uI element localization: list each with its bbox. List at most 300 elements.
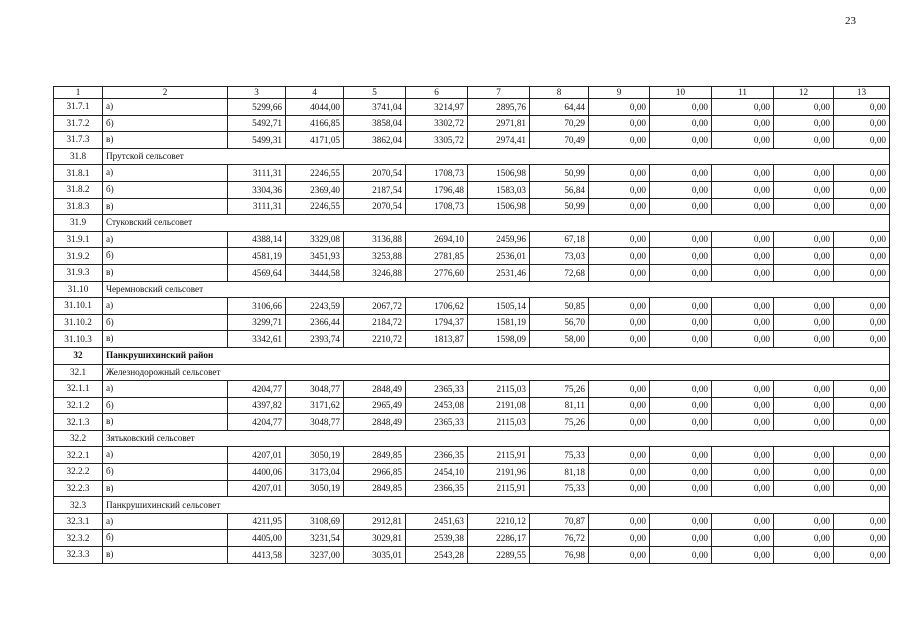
value-cell: 0,00 — [650, 530, 712, 547]
value-cell: 0,00 — [774, 331, 834, 348]
row-code: 32.2.3 — [54, 480, 103, 497]
value-cell: 0,00 — [834, 132, 890, 149]
row-code: 31.7.1 — [54, 99, 103, 116]
value-cell: 0,00 — [650, 447, 712, 464]
value-cell: 4413,58 — [228, 547, 286, 564]
table-row — [54, 198, 890, 215]
value-cell: 75,26 — [530, 381, 589, 398]
value-cell: 1598,09 — [468, 331, 530, 348]
row-code: 32.3.2 — [54, 530, 103, 547]
value-cell: 3035,01 — [344, 547, 406, 564]
row-label: а) — [103, 447, 228, 464]
council-name: Зятьковский сельсовет — [103, 430, 890, 447]
value-cell: 0,00 — [589, 231, 650, 248]
section-row — [54, 430, 890, 447]
value-cell: 0,00 — [712, 165, 774, 182]
row-label: а) — [103, 381, 228, 398]
value-cell: 0,00 — [712, 480, 774, 497]
column-number: 2 — [103, 87, 228, 99]
value-cell: 0,00 — [589, 414, 650, 431]
value-cell: 0,00 — [650, 115, 712, 132]
value-cell: 0,00 — [650, 414, 712, 431]
value-cell: 4569,64 — [228, 264, 286, 281]
row-code: 31.7.2 — [54, 115, 103, 132]
value-cell: 3302,72 — [406, 115, 468, 132]
value-cell: 4207,01 — [228, 447, 286, 464]
value-cell: 0,00 — [834, 513, 890, 530]
value-cell: 5299,66 — [228, 99, 286, 116]
value-cell: 0,00 — [589, 397, 650, 414]
value-cell: 2536,01 — [468, 248, 530, 265]
value-cell: 81,18 — [530, 464, 589, 481]
value-cell: 3329,08 — [286, 231, 344, 248]
row-code: 31.8.1 — [54, 165, 103, 182]
value-cell: 1708,73 — [406, 165, 468, 182]
value-cell: 0,00 — [712, 547, 774, 564]
value-cell: 4581,19 — [228, 248, 286, 265]
row-label: б) — [103, 397, 228, 414]
value-cell: 2848,49 — [344, 381, 406, 398]
row-label: б) — [103, 115, 228, 132]
value-cell: 0,00 — [834, 115, 890, 132]
table-row — [54, 547, 890, 564]
row-code: 32.1.2 — [54, 397, 103, 414]
table-row — [54, 381, 890, 398]
value-cell: 2366,35 — [406, 480, 468, 497]
value-cell: 3342,61 — [228, 331, 286, 348]
value-cell: 2366,44 — [286, 314, 344, 331]
value-cell: 0,00 — [650, 99, 712, 116]
column-number: 10 — [650, 87, 712, 99]
value-cell: 0,00 — [650, 547, 712, 564]
section-row — [54, 364, 890, 381]
value-cell: 4405,00 — [228, 530, 286, 547]
value-cell: 0,00 — [712, 513, 774, 530]
value-cell: 3050,19 — [286, 480, 344, 497]
value-cell: 2191,96 — [468, 464, 530, 481]
row-label: в) — [103, 132, 228, 149]
value-cell: 3050,19 — [286, 447, 344, 464]
value-cell: 3048,77 — [286, 381, 344, 398]
value-cell: 0,00 — [774, 298, 834, 315]
value-cell: 2965,49 — [344, 397, 406, 414]
value-cell: 2366,35 — [406, 447, 468, 464]
table-row — [54, 298, 890, 315]
value-cell: 0,00 — [834, 381, 890, 398]
value-cell: 0,00 — [834, 397, 890, 414]
value-cell: 73,03 — [530, 248, 589, 265]
value-cell: 0,00 — [712, 530, 774, 547]
value-cell: 4171,05 — [286, 132, 344, 149]
value-cell: 2365,33 — [406, 414, 468, 431]
value-cell: 2776,60 — [406, 264, 468, 281]
value-cell: 50,99 — [530, 165, 589, 182]
value-cell: 0,00 — [712, 397, 774, 414]
row-label: б) — [103, 181, 228, 198]
council-name: Прутской сельсовет — [103, 148, 890, 165]
table-header-row — [54, 87, 890, 99]
value-cell: 4204,77 — [228, 381, 286, 398]
table-row — [54, 464, 890, 481]
value-cell: 2115,91 — [468, 447, 530, 464]
row-label: а) — [103, 231, 228, 248]
value-cell: 0,00 — [589, 165, 650, 182]
value-cell: 3862,04 — [344, 132, 406, 149]
value-cell: 0,00 — [774, 181, 834, 198]
value-cell: 0,00 — [589, 464, 650, 481]
value-cell: 56,84 — [530, 181, 589, 198]
table-row — [54, 513, 890, 530]
row-code: 31.9.2 — [54, 248, 103, 265]
value-cell: 0,00 — [650, 381, 712, 398]
value-cell: 0,00 — [774, 513, 834, 530]
value-cell: 1506,98 — [468, 165, 530, 182]
row-code: 32.2.1 — [54, 447, 103, 464]
value-cell: 1706,62 — [406, 298, 468, 315]
value-cell: 2849,85 — [344, 480, 406, 497]
value-cell: 0,00 — [650, 513, 712, 530]
value-cell: 0,00 — [589, 314, 650, 331]
value-cell: 0,00 — [589, 264, 650, 281]
value-cell: 70,49 — [530, 132, 589, 149]
value-cell: 0,00 — [774, 115, 834, 132]
value-cell: 0,00 — [712, 331, 774, 348]
value-cell: 2191,08 — [468, 397, 530, 414]
value-cell: 0,00 — [774, 480, 834, 497]
column-number: 11 — [712, 87, 774, 99]
value-cell: 1505,14 — [468, 298, 530, 315]
value-cell: 1506,98 — [468, 198, 530, 215]
value-cell: 3048,77 — [286, 414, 344, 431]
value-cell: 72,68 — [530, 264, 589, 281]
row-code: 32.1 — [54, 364, 103, 381]
value-cell: 76,72 — [530, 530, 589, 547]
value-cell: 56,70 — [530, 314, 589, 331]
value-cell: 0,00 — [834, 264, 890, 281]
value-cell: 4044,00 — [286, 99, 344, 116]
value-cell: 0,00 — [712, 115, 774, 132]
value-cell: 2393,74 — [286, 331, 344, 348]
value-cell: 0,00 — [774, 530, 834, 547]
value-cell: 1581,19 — [468, 314, 530, 331]
value-cell: 3444,58 — [286, 264, 344, 281]
value-cell: 2451,63 — [406, 513, 468, 530]
table-row — [54, 248, 890, 265]
column-number: 3 — [228, 87, 286, 99]
value-cell: 2365,33 — [406, 381, 468, 398]
value-cell: 2912,81 — [344, 513, 406, 530]
row-code: 31.10.1 — [54, 298, 103, 315]
value-cell: 0,00 — [650, 314, 712, 331]
value-cell: 0,00 — [589, 381, 650, 398]
value-cell: 0,00 — [650, 248, 712, 265]
row-code: 32.3 — [54, 497, 103, 514]
row-code: 31.8.3 — [54, 198, 103, 215]
value-cell: 1708,73 — [406, 198, 468, 215]
column-number: 8 — [530, 87, 589, 99]
value-cell: 3305,72 — [406, 132, 468, 149]
row-code: 31.10.3 — [54, 331, 103, 348]
value-cell: 0,00 — [774, 447, 834, 464]
value-cell: 0,00 — [834, 547, 890, 564]
value-cell: 0,00 — [834, 231, 890, 248]
section-row — [54, 215, 890, 232]
value-cell: 70,29 — [530, 115, 589, 132]
value-cell: 0,00 — [589, 115, 650, 132]
value-cell: 0,00 — [589, 513, 650, 530]
value-cell: 76,98 — [530, 547, 589, 564]
value-cell: 2895,76 — [468, 99, 530, 116]
value-cell: 0,00 — [774, 464, 834, 481]
column-number: 13 — [834, 87, 890, 99]
row-code: 32.2 — [54, 430, 103, 447]
value-cell: 2539,38 — [406, 530, 468, 547]
table-row — [54, 115, 890, 132]
row-code: 31.10 — [54, 281, 103, 298]
row-code: 32.3.1 — [54, 513, 103, 530]
row-code: 32.2.2 — [54, 464, 103, 481]
value-cell: 0,00 — [650, 298, 712, 315]
value-cell: 0,00 — [650, 464, 712, 481]
value-cell: 3253,88 — [344, 248, 406, 265]
value-cell: 0,00 — [834, 314, 890, 331]
value-cell: 0,00 — [834, 331, 890, 348]
table-row — [54, 414, 890, 431]
row-label: б) — [103, 530, 228, 547]
value-cell: 0,00 — [712, 248, 774, 265]
value-cell: 3171,62 — [286, 397, 344, 414]
value-cell: 0,00 — [834, 165, 890, 182]
value-cell: 4207,01 — [228, 480, 286, 497]
value-cell: 0,00 — [834, 464, 890, 481]
value-cell: 3299,71 — [228, 314, 286, 331]
council-name: Черемновский сельсовет — [103, 281, 890, 298]
table-row — [54, 530, 890, 547]
value-cell: 0,00 — [774, 198, 834, 215]
value-cell: 2070,54 — [344, 165, 406, 182]
value-cell: 2531,46 — [468, 264, 530, 281]
value-cell: 2453,08 — [406, 397, 468, 414]
value-cell: 5499,31 — [228, 132, 286, 149]
row-label: в) — [103, 264, 228, 281]
row-code: 31.9.3 — [54, 264, 103, 281]
column-number: 6 — [406, 87, 468, 99]
value-cell: 0,00 — [774, 264, 834, 281]
value-cell: 0,00 — [712, 264, 774, 281]
value-cell: 0,00 — [712, 298, 774, 315]
value-cell: 2543,28 — [406, 547, 468, 564]
value-cell: 2115,03 — [468, 381, 530, 398]
value-cell: 0,00 — [774, 381, 834, 398]
value-cell: 2289,55 — [468, 547, 530, 564]
row-code: 31.9.1 — [54, 231, 103, 248]
column-number: 4 — [286, 87, 344, 99]
row-label: б) — [103, 314, 228, 331]
table-row — [54, 264, 890, 281]
value-cell: 1794,37 — [406, 314, 468, 331]
section-row — [54, 497, 890, 514]
value-cell: 4400,06 — [228, 464, 286, 481]
value-cell: 50,99 — [530, 198, 589, 215]
value-cell: 0,00 — [774, 547, 834, 564]
value-cell: 3304,36 — [228, 181, 286, 198]
value-cell: 2246,55 — [286, 198, 344, 215]
value-cell: 0,00 — [712, 464, 774, 481]
value-cell: 0,00 — [774, 248, 834, 265]
table-row — [54, 314, 890, 331]
row-code: 32.1.3 — [54, 414, 103, 431]
value-cell: 0,00 — [712, 132, 774, 149]
value-cell: 2971,81 — [468, 115, 530, 132]
value-cell: 2067,72 — [344, 298, 406, 315]
row-label: в) — [103, 198, 228, 215]
tariff-table — [53, 86, 890, 564]
column-number: 7 — [468, 87, 530, 99]
value-cell: 3858,04 — [344, 115, 406, 132]
value-cell: 0,00 — [650, 132, 712, 149]
value-cell: 2115,03 — [468, 414, 530, 431]
value-cell: 3108,69 — [286, 513, 344, 530]
value-cell: 3237,00 — [286, 547, 344, 564]
value-cell: 0,00 — [834, 99, 890, 116]
table-row — [54, 99, 890, 116]
value-cell: 2115,91 — [468, 480, 530, 497]
value-cell: 3106,66 — [228, 298, 286, 315]
value-cell: 2694,10 — [406, 231, 468, 248]
value-cell: 4397,82 — [228, 397, 286, 414]
value-cell: 58,00 — [530, 331, 589, 348]
row-label: в) — [103, 331, 228, 348]
value-cell: 3741,04 — [344, 99, 406, 116]
value-cell: 64,44 — [530, 99, 589, 116]
value-cell: 67,18 — [530, 231, 589, 248]
section-row — [54, 148, 890, 165]
value-cell: 0,00 — [712, 231, 774, 248]
value-cell: 0,00 — [712, 181, 774, 198]
value-cell: 2849,85 — [344, 447, 406, 464]
value-cell: 75,26 — [530, 414, 589, 431]
table-row — [54, 181, 890, 198]
row-label: в) — [103, 480, 228, 497]
table-row — [54, 165, 890, 182]
column-number: 9 — [589, 87, 650, 99]
value-cell: 4388,14 — [228, 231, 286, 248]
value-cell: 0,00 — [774, 99, 834, 116]
value-cell: 0,00 — [589, 99, 650, 116]
value-cell: 4204,77 — [228, 414, 286, 431]
value-cell: 0,00 — [589, 132, 650, 149]
value-cell: 2243,59 — [286, 298, 344, 315]
table-row — [54, 331, 890, 348]
value-cell: 2210,12 — [468, 513, 530, 530]
value-cell: 0,00 — [712, 414, 774, 431]
column-number: 1 — [54, 87, 103, 99]
row-code: 31.9 — [54, 215, 103, 232]
value-cell: 1813,87 — [406, 331, 468, 348]
value-cell: 0,00 — [589, 198, 650, 215]
value-cell: 0,00 — [650, 231, 712, 248]
value-cell: 0,00 — [589, 480, 650, 497]
value-cell: 0,00 — [774, 414, 834, 431]
value-cell: 3451,93 — [286, 248, 344, 265]
value-cell: 0,00 — [834, 480, 890, 497]
column-number: 5 — [344, 87, 406, 99]
value-cell: 2210,72 — [344, 331, 406, 348]
row-label: а) — [103, 165, 228, 182]
value-cell: 4166,85 — [286, 115, 344, 132]
value-cell: 2454,10 — [406, 464, 468, 481]
value-cell: 0,00 — [589, 298, 650, 315]
row-code: 31.8 — [54, 148, 103, 165]
value-cell: 2184,72 — [344, 314, 406, 331]
value-cell: 2781,85 — [406, 248, 468, 265]
value-cell: 75,33 — [530, 447, 589, 464]
value-cell: 2848,49 — [344, 414, 406, 431]
district-row — [54, 347, 890, 364]
value-cell: 0,00 — [774, 132, 834, 149]
value-cell: 5492,71 — [228, 115, 286, 132]
value-cell: 0,00 — [650, 397, 712, 414]
value-cell: 1583,03 — [468, 181, 530, 198]
value-cell: 0,00 — [650, 331, 712, 348]
value-cell: 0,00 — [589, 181, 650, 198]
value-cell: 0,00 — [650, 264, 712, 281]
value-cell: 0,00 — [834, 248, 890, 265]
value-cell: 0,00 — [834, 298, 890, 315]
row-label: в) — [103, 414, 228, 431]
value-cell: 2369,40 — [286, 181, 344, 198]
table-row — [54, 132, 890, 149]
table-row — [54, 231, 890, 248]
district-name: Панкрушихинский район — [103, 347, 890, 364]
value-cell: 0,00 — [834, 198, 890, 215]
value-cell: 0,00 — [712, 314, 774, 331]
value-cell: 0,00 — [834, 414, 890, 431]
value-cell: 1796,48 — [406, 181, 468, 198]
value-cell: 0,00 — [589, 547, 650, 564]
section-row — [54, 281, 890, 298]
row-code: 32.1.1 — [54, 381, 103, 398]
council-name: Стуковский сельсовет — [103, 215, 890, 232]
value-cell: 0,00 — [712, 99, 774, 116]
row-label: а) — [103, 99, 228, 116]
page-number: 23 — [845, 15, 856, 27]
value-cell: 0,00 — [774, 231, 834, 248]
value-cell: 0,00 — [712, 198, 774, 215]
row-label: б) — [103, 464, 228, 481]
column-number: 12 — [774, 87, 834, 99]
value-cell: 0,00 — [774, 165, 834, 182]
value-cell: 0,00 — [589, 447, 650, 464]
row-label: а) — [103, 298, 228, 315]
value-cell: 0,00 — [650, 165, 712, 182]
value-cell: 3173,04 — [286, 464, 344, 481]
value-cell: 0,00 — [589, 331, 650, 348]
row-code: 32 — [54, 347, 103, 364]
value-cell: 0,00 — [589, 248, 650, 265]
value-cell: 0,00 — [650, 480, 712, 497]
table-row — [54, 480, 890, 497]
row-code: 31.8.2 — [54, 181, 103, 198]
value-cell: 3111,31 — [228, 165, 286, 182]
table-row — [54, 397, 890, 414]
row-code: 32.3.3 — [54, 547, 103, 564]
value-cell: 2966,85 — [344, 464, 406, 481]
value-cell: 0,00 — [712, 447, 774, 464]
value-cell: 2246,55 — [286, 165, 344, 182]
value-cell: 2070,54 — [344, 198, 406, 215]
value-cell: 0,00 — [650, 181, 712, 198]
